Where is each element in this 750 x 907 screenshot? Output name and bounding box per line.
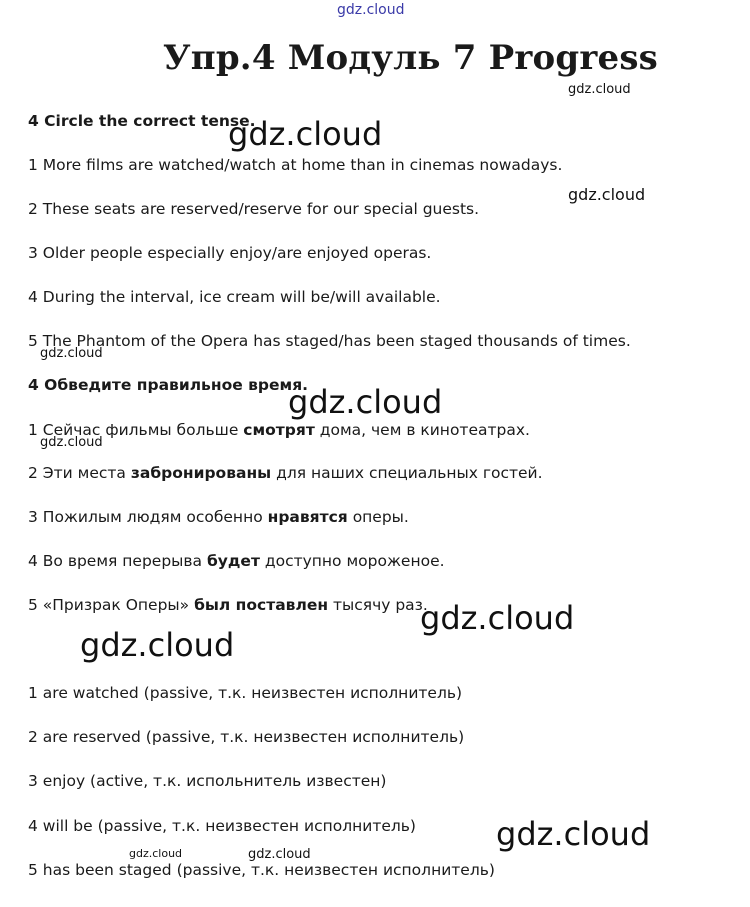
page-title: Упр.4 Модуль 7 Progress: [162, 38, 658, 78]
watermark-small: gdz.cloud: [248, 847, 311, 862]
highlighted-verb: был поставлен: [194, 596, 329, 614]
watermark-medium: gdz.cloud: [568, 185, 646, 204]
answer-item: 5 has been staged (passive, т.к. неизвестен исполнитель): [28, 861, 495, 879]
highlighted-verb: будет: [206, 552, 260, 570]
watermark-top: gdz.cloud: [337, 2, 405, 18]
translation-item: 3 Пожилым людям особенно нравятся оперы.: [28, 508, 409, 526]
translation-item: 2 Эти места забронированы для наших специальных гостей.: [28, 464, 543, 482]
exercise-heading-russian: 4 Обведите правильное время.: [28, 376, 309, 394]
exercise-item: 2 These seats are reserved/reserve for our special guests.: [28, 200, 480, 218]
watermark-small: gdz.cloud: [40, 346, 103, 361]
watermark-small: gdz.cloud: [568, 82, 631, 97]
exercise-item: 1 More films are watched/watch at home than in cinemas nowadays.: [28, 156, 563, 174]
exercise-heading-english: 4 Circle the correct tense.: [28, 112, 256, 130]
answer-item: 3 enjoy (active, т.к. испольнитель известен): [28, 772, 387, 790]
watermark-large: gdz.cloud: [288, 383, 443, 421]
translation-item: 4 Во время перерыва будет доступно мороженое.: [28, 552, 445, 570]
answer-item: 4 will be (passive, т.к. неизвестен исполнитель): [28, 817, 416, 835]
answer-item: 1 are watched (passive, т.к. неизвестен исполнитель): [28, 684, 463, 702]
answer-item: 2 are reserved (passive, т.к. неизвестен исполнитель): [28, 728, 465, 746]
highlighted-verb: забронированы: [130, 464, 272, 482]
watermark-large: gdz.cloud: [228, 115, 383, 153]
watermark-small: gdz.cloud: [40, 435, 103, 450]
exercise-item: 4 During the interval, ice cream will be/will available.: [28, 288, 441, 306]
watermark-large: gdz.cloud: [420, 599, 575, 637]
highlighted-verb: смотрят: [243, 421, 315, 439]
translation-item: 1 Сейчас фильмы больше смотрят дома, чем в кинотеатрах.: [28, 421, 530, 439]
watermark-large: gdz.cloud: [496, 815, 651, 853]
watermark-tiny: gdz.cloud: [129, 847, 183, 860]
exercise-item: 5 The Phantom of the Opera has staged/has been staged thousands of times.: [28, 332, 631, 350]
exercise-item: 3 Older people especially enjoy/are enjoyed operas.: [28, 244, 432, 262]
watermark-large: gdz.cloud: [80, 626, 235, 664]
translation-item: 5 «Призрак Оперы» был поставлен тысячу раз.: [28, 596, 428, 614]
highlighted-verb: нравятся: [267, 508, 348, 526]
